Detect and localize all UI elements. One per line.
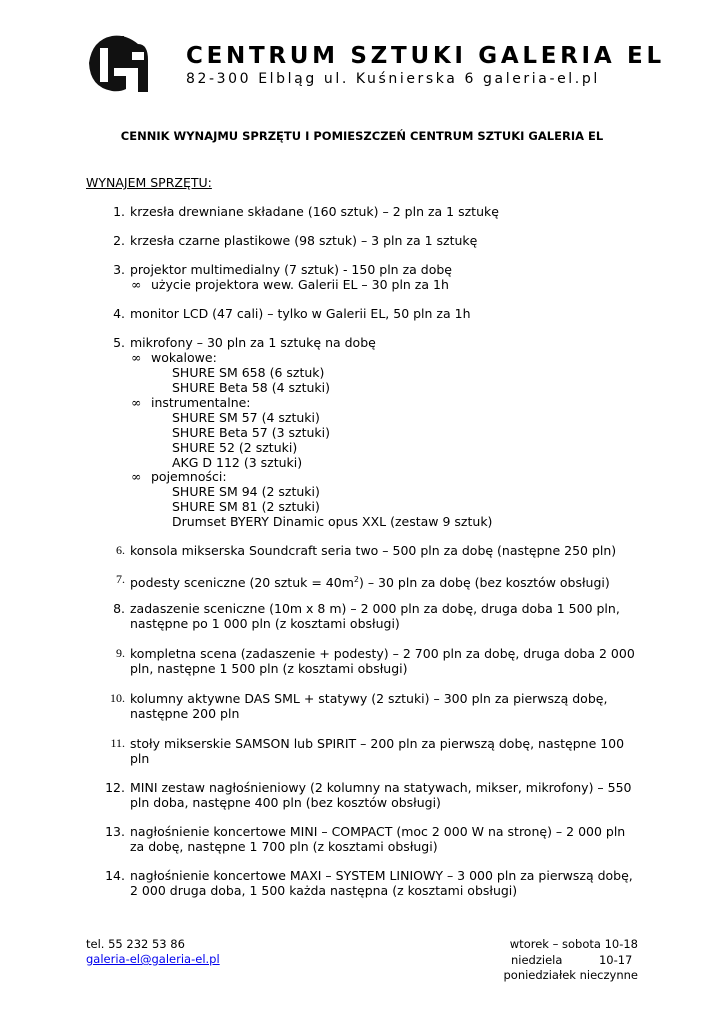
infinity-bullet-icon: ∞ [131,350,142,365]
model-line: SHURE SM 57 (4 sztuki) [172,410,320,425]
footer-hours: niedziela 10-17 [511,953,633,967]
footer-hours: poniedziałek nieczynne [503,968,638,982]
group-label: wokalowe: [151,350,217,365]
item-text: krzesła drewniane składane (160 sztuk) – 2 pln za 1 sztukę [130,204,499,219]
sub-item [131,277,449,292]
item-text: kompletna scena (zadaszenie + podesty) – 2 700 pln za dobę, druga doba 2 000 pln, następne 1 500 pln (z kosztami obsługi) [130,646,635,676]
item-number: 14. [105,868,125,883]
item-text: projektor multimedialny (7 sztuk) - 150 pln za dobę [130,262,452,277]
model-line: SHURE SM 94 (2 sztuki) [172,484,320,499]
item-number: 5. [113,335,125,350]
item-text: podesty sceniczne (20 sztuk = $40m^2) - 30$ pln za dobę (bez kosztów obsługi) [130,575,610,591]
sub-item [131,469,227,484]
item-text: nagłośnienie koncertowe MAXI – SYSTEM LINIOWY – 3 000 pln za pierwszą dobę, 2 000 druga doba, 1 500 każda następna (z kosztami obsługi) [130,868,633,898]
model-line: Drumset BYERY Dinamic opus XXL (zestaw 9 sztuk) [172,514,493,529]
section-heading: WYNAJEM SPRZĘTU: [86,175,212,190]
item-text: zadaszenie sceniczne (10m x 8 m) – 2 000 pln za dobę, druga doba 1 500 pln, następne po 1 000 pln (z kosztami obsługi) [130,601,620,631]
item-text: mikrofony – 30 pln za 1 sztukę na dobę [130,335,376,350]
item-number: 6. [116,543,125,557]
item-number: 12. [105,780,125,795]
item-text: konsola mikserska Soundcraft seria two – 500 pln za dobę (następne 250 pln) [130,543,617,558]
model-line: SHURE Beta 57 (3 sztuki) [172,425,331,440]
item-number: 8. [113,601,125,616]
document-title: CENNIK WYNAJMU SPRZĘTU I POMIESZCZEŃ CENTRUM SZTUKI GALERIA EL [120,129,604,143]
item-number: 7. [116,572,125,586]
item-text: monitor LCD (47 cali) – tylko w Galerii EL, 50 pln za 1h [130,306,471,321]
item-number: 13. [105,824,125,839]
superscript: 2 [353,575,359,584]
org-name: CENTRUM SZTUKI GALERIA EL [186,43,665,69]
sub-item-text: użycie projektora wew. Galerii EL – 30 pln za 1h [151,277,449,292]
model-line: SHURE 52 (2 sztuki) [172,440,298,455]
footer-hours: wtorek – sobota 10-18 [509,937,638,951]
group-label: pojemności: [151,469,227,484]
item-number: 10. [110,691,125,705]
sub-item [131,395,251,410]
footer-email-link[interactable]: galeria-el@galeria-el.pl [86,952,220,966]
org-address: 82-300 Elbląg ul. Kuśnierska 6 galeria-el.pl [186,71,600,87]
model-line: AKG D 112 (3 sztuki) [172,455,303,470]
item-number: 1. [113,204,125,219]
item-number: 2. [113,233,125,248]
infinity-bullet-icon: ∞ [131,395,142,410]
item-text: kolumny aktywne DAS SML + statywy (2 sztuki) – 300 pln za pierwszą dobę, następne 200 pln [130,691,608,721]
infinity-bullet-icon: ∞ [131,277,142,292]
item-text: nagłośnienie koncertowe MINI – COMPACT (moc 2 000 W na stronę) – 2 000 pln za dobę, następne 1 700 pln (z kosztami obsługi) [130,824,626,854]
sub-item [131,350,217,365]
item-number: 4. [113,306,125,321]
model-line: SHURE SM 658 (6 sztuk) [172,365,325,380]
group-label: instrumentalne: [151,395,251,410]
footer-phone: tel. 55 232 53 86 [86,937,185,951]
item-number: 9. [116,646,125,660]
model-line: SHURE Beta 58 (4 sztuki) [172,380,331,395]
item-number: 11. [110,736,125,750]
item-text: stoły mikserskie SAMSON lub SPIRIT – 200 pln za pierwszą dobę, następne 100 pln [130,736,625,766]
model-line: SHURE SM 81 (2 sztuki) [172,499,320,514]
item-text: krzesła czarne plastikowe (98 sztuk) – 3 pln za 1 sztukę [130,233,478,248]
item-number: 3. [113,262,125,277]
infinity-bullet-icon: ∞ [131,469,142,484]
galeria-el-logo-icon [86,32,152,94]
item-text: MINI zestaw nagłośnieniowy (2 kolumny na statywach, mikser, mikrofony) – 550 pln doba, następne 400 pln (bez kosztów obsługi) [130,780,632,810]
